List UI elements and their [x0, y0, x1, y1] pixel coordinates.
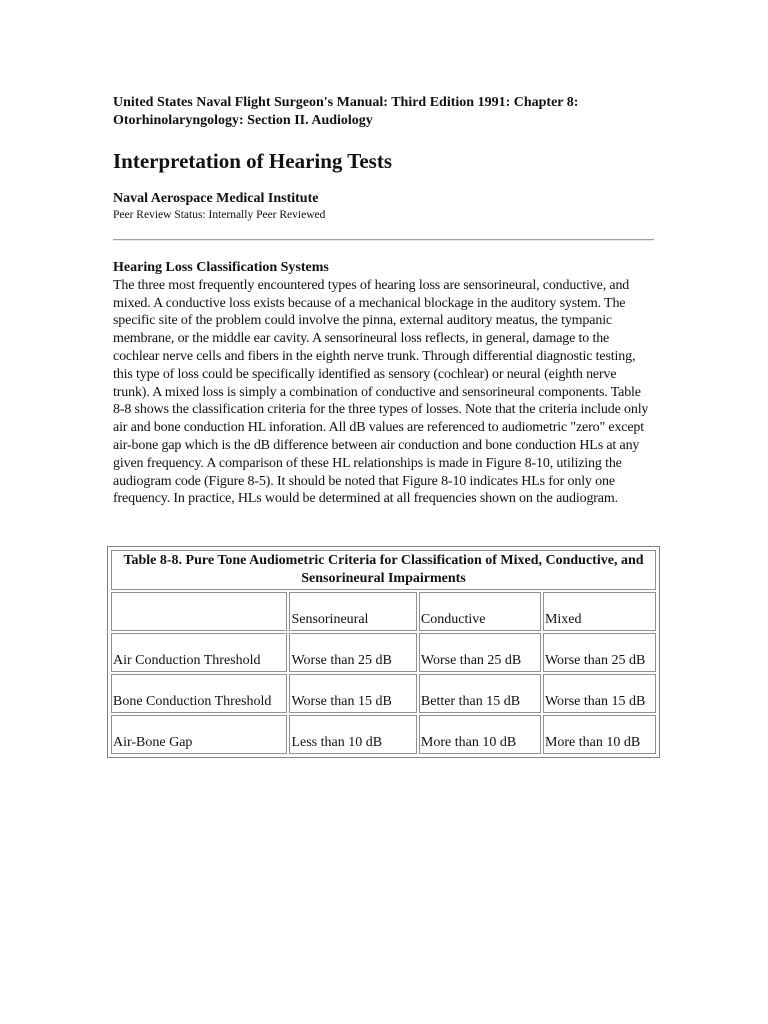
- header-cell-sensorineural: Sensorineural: [289, 592, 416, 631]
- table-caption: Table 8-8. Pure Tone Audiometric Criteria for Classification of Mixed, Conductive, and Sensorineural Impairments: [111, 550, 656, 590]
- header-cell-empty: [111, 592, 287, 631]
- table-cell: Less than 10 dB: [289, 715, 416, 754]
- page-title: Interpretation of Hearing Tests: [113, 149, 393, 173]
- document-page: [113, 94, 658, 508]
- table-cell: Worse than 15 dB: [543, 674, 656, 713]
- horizontal-divider: [113, 239, 654, 241]
- section-heading: Hearing Loss Classification Systems: [113, 260, 329, 275]
- table-row: [111, 633, 656, 672]
- table-row: [111, 715, 656, 754]
- table-cell: Worse than 25 dB: [419, 633, 541, 672]
- table-cell: Worse than 25 dB: [289, 633, 416, 672]
- row-label-bone-conduction: Bone Conduction Threshold: [111, 674, 287, 713]
- header-cell-conductive: Conductive: [419, 592, 541, 631]
- table-cell: Worse than 15 dB: [289, 674, 416, 713]
- author-line: Naval Aerospace Medical Institute: [113, 191, 319, 206]
- table-cell: More than 10 dB: [543, 715, 656, 754]
- table-row: [111, 674, 656, 713]
- table-header-row: [111, 592, 656, 631]
- table-cell: Worse than 25 dB: [543, 633, 656, 672]
- table-caption-row: [111, 550, 656, 590]
- review-status: Peer Review Status: Internally Peer Reviewed: [113, 209, 326, 221]
- row-label-air-bone-gap: Air-Bone Gap: [111, 715, 287, 754]
- header-cell-mixed: Mixed: [543, 592, 656, 631]
- source-citation: United States Naval Flight Surgeon's Manual: Third Edition 1991: Chapter 8: Otorhinolaryngology: Section II. Audiology: [113, 95, 579, 128]
- criteria-table: [109, 548, 658, 756]
- row-label-air-conduction: Air Conduction Threshold: [111, 633, 287, 672]
- table-cell: Better than 15 dB: [419, 674, 541, 713]
- criteria-table-frame: [107, 546, 660, 758]
- table-cell: More than 10 dB: [419, 715, 541, 754]
- body-paragraph: The three most frequently encountered types of hearing loss are sensorineural, conductive, and mixed. A conductive loss exists because of a mechanical blockage in the auditory system. The specific site of the problem could involve the pinna, external auditory meatus, the tympanic membrane, or the middle ear cavity. A sensorineural loss reflects, in general, damage to the cochlear nerve cells and fibers in the eighth nerve trunk. Through differential diagnostic testing, this type of loss could be specifically identified as sensory (cochlear) or neural (eighth nerve trunk). A mixed loss is simply a combination of conductive and sensorineural components. Table 8-8 shows the classification criteria for the three types of losses. Note that the criteria include only air and bone conduction HL inforation. All dB values are referenced to audiometric "zero" except air-bone gap which is the dB difference between air conduction and bone conduction HLs at any given frequency. A comparison of these HL relationships is made in Figure 8-10, utilizing the audiogram code (Figure 8-5). It should be noted that Figure 8-10 indicates HLs for only one frequency. In practice, HLs would be determined at all frequencies shown on the audiogram.: [113, 277, 649, 507]
